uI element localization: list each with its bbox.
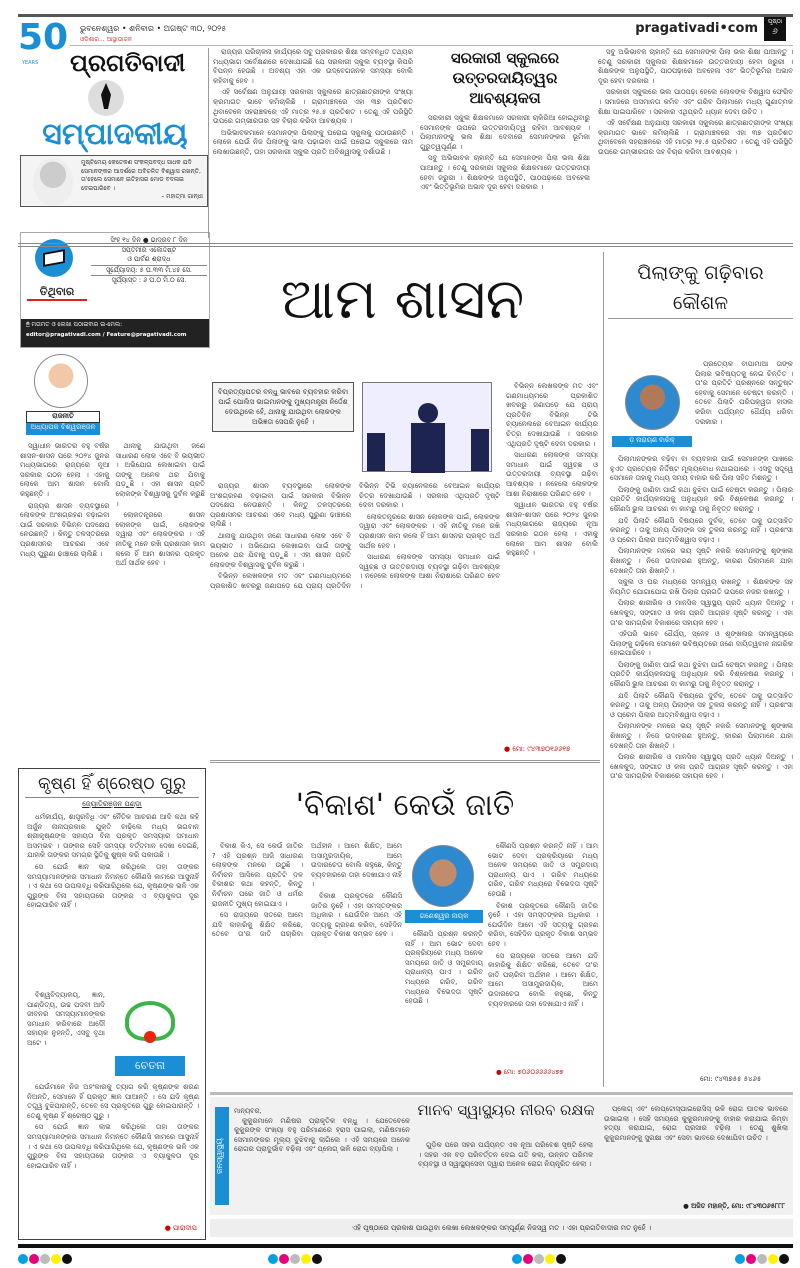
site-url[interactable]: pragativadi•com	[635, 21, 758, 36]
parenting-author-photo	[625, 375, 680, 430]
podium-illustration	[362, 382, 492, 472]
pen-nib-icon	[88, 80, 124, 116]
editorial-section-title: ସମ୍ପାଦକୀୟ	[42, 117, 188, 152]
color-registration-marks	[18, 1249, 73, 1268]
opinion-dateline: ● ମୋ: ୯୪୩୭୦୧୬୬୧୭	[504, 745, 571, 753]
parenting-headline: ପିଲାଙ୍କୁ ଗଢ଼ିବାର କୌଶଳ	[608, 258, 793, 319]
section-double-rule	[18, 243, 793, 247]
opinion-headline: ଆମ ଶାସନ	[280, 267, 525, 332]
color-registration-marks	[735, 1249, 790, 1268]
top-rule	[18, 14, 793, 17]
opinion-author: ଅଧ୍ୟାପକ ବିଶ୍ୱରଞ୍ଜନ	[26, 423, 100, 435]
opinion-body-mid: ରାଜ୍ୟର ଶାସନ ବ୍ୟବସ୍ଥାରେ ଲୋକଙ୍କ ଅଂଶଗ୍ରହଣ ବଢ଼ାଇବା ପାଇଁ ସରକାର ବିଭିନ୍ନ ପଦକ୍ଷେପ ନେଉଛନ୍ତି । କିନ୍ତୁ ତଳସ୍ତରରେ ପ୍ରଶାସନର ଆଚରଣ ଏବେ ମଧ୍ୟ ପୁରୁଣା ଢାଞ୍ଚାରେ ଚାଲିଛି । ଥାନାକୁ ଯାଉଥିବା ଜଣେ ସାଧାରଣ ଲୋକ ଏବେ ବି ଭୟଭୀତ । ଅଭିଯୋଗ ଲେଖାଇବା ପାଇଁ ତାଙ୍କୁ ଅନେକ ଥର ଯିବାକୁ ପଡ଼ୁଛି । ଏହା ଶାସନ ପ୍ରତି ଲୋକଙ୍କ ବିଶ୍ୱାସକୁ ଦୁର୍ବଳ କରୁଛି । ବିଭିନ୍ନ ଲେଖକଙ୍କ ମତ ଏବଂ ଗଣମାଧ୍ୟମରେ ପ୍ରକାଶିତ ଖବରରୁ ଜଣାପଡ଼େ ଯେ ପ୍ରାୟ ପ୍ରତିଦିନ ବିଭିନ୍ନ ଟିଭି ଚ୍ୟାନେଲରେ ବେଆଇନ କାର୍ଯ୍ୟର ଚିତ୍ର ଦେଖାଯାଉଛି । ସରକାର ଏଥିପ୍ରତି ଦୃଷ୍ଟି ଦେବା ଦରକାର । ଲୋକତନ୍ତ୍ରରେ ଶାସନ ଲୋକଙ୍କ ପାଇଁ, ଲୋକଙ୍କ ଦ୍ୱାରା ଏବଂ ଲୋକଙ୍କର । ଏହି ନୀତିକୁ ମନେ ରଖି ପ୍ରଶାସନ କାମ କଲେ ହିଁ ଆମ ଶାସନର ପ୍ରକୃତ ଅର୍ଥ ସାର୍ଥକ ହେବ । ସାଧାରଣ ଲୋକଙ୍କ ସମସ୍ୟା ସମାଧାନ ପାଇଁ ସ୍ୱଚ୍ଛ ଓ ଉତ୍ତରଦାୟୀ ବ୍ୟବସ୍ଥା ଗଢ଼ିବା ଆବଶ୍ୟକ । ନହେଲେ ଲୋକଙ୍କ ଆଶା ନିରାଶାରେ ପରିଣତ ହେବ ।	[210, 482, 500, 590]
tagline: ଓଡ଼ିଶାର... ଆସ୍ଥାଭାଜନ	[80, 36, 132, 43]
divider	[603, 252, 604, 1087]
bikash-author: ଗଣେଶ୍ୱର ନାୟକ	[405, 910, 483, 923]
divider	[210, 1092, 793, 1095]
bikash-author-photo	[412, 845, 474, 907]
health-author: ● ଅଜିତ ମହାନ୍ତି, ମୋ: ୯୮୪୩୦୬୫୮୮୮	[683, 1202, 785, 1210]
bottom-rule	[18, 1244, 793, 1248]
editorial-col-1: ରାଜ୍ୟର ପରିଚାଳନା କାର୍ଯ୍ୟରେ ସବୁ ପ୍ରକାରର ଶିକ୍ଷା ସମ୍ବନ୍ଧିତ ତଥ୍ୟର ମଧ୍ୟଭାଗ ସର୍ବେକ୍ଷଣରେ ଦେଖାଯାଇଛି ଯେ ସରକାରୀ ସ୍କୁଲ ବ୍ୟବସ୍ଥା କିପରି ବିପନ୍ନ ହେଉଛି । ଅବଶ୍ୟ ଏହା ଏକ ଉଦ୍ବେଗଜନକ ସମସ୍ୟା ବୋଲି କହିବାକୁ ହେବ । ଏହି ସର୍ବେକ୍ଷଣ ଅନୁଯାୟୀ ସରକାରୀ ସ୍କୁଲରେ ଛାତ୍ରଛାତ୍ରୀଙ୍କ ସଂଖ୍ୟା କ୍ରମାଗତ ଭାବେ କମିଚାଲିଛି । ଗ୍ରାମାଞ୍ଚଳରେ ଏହା ୩୭ ପ୍ରତିଶତ ଥିବାବେଳେ ସହରାଞ୍ଚଳରେ ଏହି ମାତ୍ର ୨୫.୫ ପ୍ରତିଶତ । ତେଣୁ ଏହି ପରିସ୍ଥିତି ଉପରେ ଗମ୍ଭୀରତାର ସହ ବିଚାର କରିବା ଆବଶ୍ୟକ । ଅଭିଭାବକମାନେ ସେମାନଙ୍କ ପିଲାଙ୍କୁ ଘରୋଇ ସ୍କୁଲକୁ ପଠାଉଛନ୍ତି । ଲୋକେ ଯେଉଁ ନିଜ ପିଲାଙ୍କୁ ଭଲ ପଢ଼ାଇବା ପାଇଁ ଘରୋଇ ସ୍କୁଲରେ ନାମ ଲେଖାଉଛନ୍ତି, ତାହା ସରକାରୀ ସ୍କୁଲ ପ୍ରତି ଅବିଶ୍ୱାସକୁ ଦର୍ଶାଉଛି ।	[213, 48, 413, 156]
editorial-headline: ସରକାରୀ ସ୍କୁଲରେ ଉତ୍ତରଦାୟିତ୍ୱର ଆବଶ୍ୟକତା	[450, 49, 560, 107]
editorial-col-2: ସରକାରୀ ସ୍କୁଲ ଶିକ୍ଷକମାନେ ସରକାରୀ ଚାକିରିଆ ହୋଇଥିବାରୁ ସେମାନଙ୍କ ଉପରେ ଉତ୍ତରଦାୟିତ୍ୱ ରହିବା ଆବଶ୍ୟକ । ପିଲାମାନଙ୍କୁ ଭଲ ଶିକ୍ଷା ଦେବାରେ ସେମାନଙ୍କର ଭୂମିକା ଗୁରୁତ୍ୱପୂର୍ଣ୍ଣ । ସବୁ ଅଭିଭାବକ ଚାହାନ୍ତି ଯେ ସେମାନଙ୍କ ପିଲା ଭଲ ଶିକ୍ଷା ପାଆନ୍ତୁ । ତେଣୁ ସରକାରୀ ସ୍କୁଲର ଶିକ୍ଷକମାନେ ଉତ୍ତରଦାୟୀ ହେବା ଜରୁରୀ । ଶିକ୍ଷକଙ୍କ ଅନୁପସ୍ଥିତି, ପାଠପଢ଼ାରେ ଅବହେଳା ଏବଂ ଭିତ୍ତିଭୂମିର ଅଭାବ ଦୂର ହେବା ଦରକାର ।	[420, 114, 590, 192]
mouse-icon: 🖱	[26, 321, 32, 328]
author-photo	[34, 354, 88, 408]
tithi-box: ତିଥିବାର ସିଂହ ୧୪ ଦିନ ● ଭାଦ୍ରବ ୮ ଦିନ ସପ୍ତମୀର ଏକୋଦ୍ଦିଷ୍ଟ ଓ ପାର୍ବଣ ଶ୍ରାଦ୍ଧ ସୂର୍ଯ୍ୟୋଦୟ: ୫ ଘ.୩୩ ମି.୪୫ ସେ. ସୂର୍ଯ୍ୟାସ୍ତ : ୬ ଘ.୦ ମି.୦ ସେ. 🖱 ମତାମତ ଓ ଲେଖା ପଠାଇବାର ଇ-ମେଲ: editor@pragativadi.com / Feature@pragativadi.com	[20, 232, 210, 348]
divider	[210, 760, 600, 763]
masthead-title: ପ୍ରଗତିବାଦୀ	[70, 49, 186, 77]
editorial-col-3: ସବୁ ଅଭିଭାବକ ଚାହାନ୍ତି ଯେ ସେମାନଙ୍କ ପିଲା ଭଲ ଶିକ୍ଷା ପାଆନ୍ତୁ । ତେଣୁ ସରକାରୀ ସ୍କୁଲର ଶିକ୍ଷକମାନେ ଉତ୍ତରଦାୟୀ ହେବା ଜରୁରୀ । ଶିକ୍ଷକଙ୍କ ଅନୁପସ୍ଥିତି, ପାଠପଢ଼ାରେ ଅବହେଳା ଏବଂ ଭିତ୍ତିଭୂମିର ଅଭାବ ଦୂର ହେବା ଦରକାର । ସରକାରୀ ସ୍କୁଲରେ ଭଲ ପାଠପଢ଼ା ହେଲେ ଲୋକଙ୍କ ବିଶ୍ୱାସ ଫେରିବ । ସମାଜରେ ଅସମାନତା କମିବ ଏବଂ ଗରିବ ପିଲାମାନେ ମଧ୍ୟ ଗୁଣାତ୍ମକ ଶିକ୍ଷା ପାଇପାରିବେ । ସରକାର ଏଥିପ୍ରତି ଧ୍ୟାନ ଦେବା ଉଚିତ । ଏହି ସର୍ବେକ୍ଷଣ ଅନୁଯାୟୀ ସରକାରୀ ସ୍କୁଲରେ ଛାତ୍ରଛାତ୍ରୀଙ୍କ ସଂଖ୍ୟା କ୍ରମାଗତ ଭାବେ କମିଚାଲିଛି । ଗ୍ରାମାଞ୍ଚଳରେ ଏହା ୩୭ ପ୍ରତିଶତ ଥିବାବେଳେ ସହରାଞ୍ଚଳରେ ଏହି ମାତ୍ର ୨୫.୫ ପ୍ରତିଶତ । ତେଣୁ ଏହି ପରିସ୍ଥିତି ଉପରେ ଗମ୍ଭୀରତାର ସହ ବିଚାର କରିବା ଆବଶ୍ୟକ ।	[598, 48, 793, 156]
parenting-author: ଡ଼ ନାରାୟଣ ବାରିକ୍	[612, 436, 692, 447]
health-side-label: ଜନସ୍ୱାସ୍ଥ୍ୟ	[215, 1107, 229, 1205]
color-registration-marks	[512, 1249, 567, 1268]
gandhi-portrait	[33, 158, 73, 206]
health-box: ଜନସ୍ୱାସ୍ଥ୍ୟ ମାନ୍ୟବର, କୁକୁରମାନେ ମଣିଷର ପ୍ରାକୃତିକ ବନ୍ଧୁ । ଯେତେବେଳେ କୁକୁରଙ୍କ ସଂଖ୍ୟା ବହୁ ପରିମାଣରେ ହ୍ରାସ ପାଇଲା, ମଣିଷମାନେ ସେମାନଙ୍କର ମୂଲ୍ୟ ବୁଝିବାକୁ ଲାଗିଲେ । ଏହି ସମୟରେ ଅନେକ ରୋଗର ପ୍ରାଦୁର୍ଭାବ ବଢ଼ିଲା ଏବଂ ପ୍ଲେଗ୍ ଭଳି ରୋଗ ବ୍ୟାପିଲା । ମାନବ ସ୍ୱାସ୍ଥ୍ୟର ନୀରବ ରକ୍ଷକ ଗୁଡ଼ିକ ପରେ ସହର ପର୍ଯ୍ୟନ୍ତ ଏକ ନୂଆ ପରିବେଶ ସୃଷ୍ଟି ହେଲା । ସହର ଏକ ବଡ଼ ପରିବର୍ତ୍ତନ ଦେଇ ଗତି କଲା, ଉନ୍ନତ ପରିମଳ ବ୍ୟବସ୍ଥା ଓ ସ୍ୱାସ୍ଥ୍ୟସେବା ଦ୍ୱାରା ଅନେକ ରୋଗ ନିୟନ୍ତ୍ରିତ ହେଲା । ପ୍ଲେଗ୍ ଏବଂ ଲେପ୍ଟୋସ୍ପାଇରୋସିସ୍ ଭଳି ରୋଗ ଘାତକ ଭାବରେ ଉଭାଇଲା । ସେହି ସମୟରେ କୁକୁରମାନଙ୍କୁ ବାହାର କରାଯାଇ କିମ୍ବା ହତ୍ୟା କରାଯାଇ, ରୋଗ ପ୍ରସାର ବଢ଼ିଲା । ତେଣୁ ଶୁଖିଲା କୁକୁରମାନଙ୍କୁ ସୁରକ୍ଷା ଏବଂ ସେବା ଭାବରେ ଦେଖାଯିବା ଉଚିତ । ● ଅଜିତ ମହାନ୍ତି, ମୋ: ୯୮୪୩୦୬୫୮୮୮	[210, 1097, 793, 1215]
chetana-headline: କୃଷ୍ଣ ହିଁ ଶ୍ରେଷ୍ଠ ଗୁରୁ	[25, 771, 199, 798]
bikash-dateline: ● ମୋ: ୭୦୬୦୬୬୬୬୪୭୭	[496, 1068, 564, 1076]
dateline: ଭୁବନେଶ୍ୱର • ଶନିବାର • ଅଗଷ୍ଟ ୩୦, ୨୦୨୫	[80, 24, 227, 33]
chetana-box: କୃଷ୍ଣ ହିଁ ଶ୍ରେଷ୍ଠ ଗୁରୁ ଜ୍ୟୋତିରଞ୍ଜନ ପଣ୍ଡା ଧର୍ମକାର୍ଯ୍ୟ, ଶାସ୍ତ୍ରବିଧି ଏବଂ ନୈତିକ ଆଚରଣ ଆଦି କଥା କହି ଅର୍ଜୁନ ନାନାପ୍ରକାର ଯୁକ୍ତି ବାଢ଼ିଲେ ମଧ୍ୟ ଭଗବାନ ଶ୍ରୀକୃଷ୍ଣଙ୍କ ସହାୟତା ବିନା ପ୍ରକୃତ ସମସ୍ୟାର ସମାଧାନ ଅସମ୍ଭବ । ତାଙ୍କର ସେହି ସମସ୍ୟା ବର୍ତ୍ତମାନ ଦେଖା ଦେଇଛି, ଯାହାକି ତାଙ୍କର ସମଗ୍ର ସ୍ଥିତିକୁ ଶୁଷ୍କ କରି ପକାଉଛି । ସେ ଯେଉଁ ଜ୍ଞାନ ଲାଭ କରିଥିଲେ ତାହା ତାଙ୍କର ସମସ୍ୟାମାନଙ୍କର ସମାଧାନ ନିମନ୍ତେ କୌଣସି କାମରେ ଆସୁନାହିଁ । ଏ କଥା ସେ ଉପଲବ୍ଧି କରିପାରିଥିଲେ ଯେ, କୃଷ୍ଣଙ୍କ ଭଳି ଏକ ଗୁରୁଙ୍କ ବିନା ସହାୟତାରେ ତାଙ୍କର ଏ ବ୍ୟାକୁଳତା ଦୂର ହୋଇପାରିବ ନାହିଁ । ବିଶ୍ୱବିଦ୍ୟାଳୟ, ଜ୍ଞାନ, ପାଣ୍ଡିତ୍ୟ, ଉଚ୍ଚ ପଦବୀ ଆଦି ଜୀବନର ସମସ୍ୟାମାନଙ୍କର ସମାଧାନ କରିବାରେ ଆଦୌ ସହାୟକ ନୁହନ୍ତି, ଏସବୁ ବୃଥା ଅଟେ । ଚେତନା ଯେଉଁମାନେ ନିଜ ଅହଂକାରକୁ ତ୍ୟାଗ କରି କୃଷ୍ଣଙ୍କ ଶରଣ ନିଅନ୍ତି, ସେମାନେ ହିଁ ପ୍ରକୃତ ଜ୍ଞାନ ପାଆନ୍ତି । ସେ ଯଦି କୃଷ୍ଣ ତତ୍ତ୍ୱ ବୁଝିପାରନ୍ତି, ତେବେ ସେ ପ୍ରକୃତରେ ଗୁରୁ ହୋଇପାରନ୍ତି । ତେଣୁ କୃଷ୍ଣ ହିଁ ଶ୍ରେଷ୍ଠ ଗୁରୁ । ସେ ଯେଉଁ ଜ୍ଞାନ ଲାଭ କରିଥିଲେ ତାହା ତାଙ୍କର ସମସ୍ୟାମାନଙ୍କର ସମାଧାନ ନିମନ୍ତେ କୌଣସି କାମରେ ଆସୁନାହିଁ । ଏ କଥା ସେ ଉପଲବ୍ଧି କରିପାରିଥିଲେ ଯେ, କୃଷ୍ଣଙ୍କ ଭଳି ଏକ ଗୁରୁଙ୍କ ବିନା ସହାୟତାରେ ତାଙ୍କର ଏ ବ୍ୟାକୁଳତା ଦୂର ହୋଇପାରିବ ନାହିଁ । ● ପାରାଦୀପ	[18, 768, 206, 1240]
bikash-body-left: ବିକାଶ କିଏ, ସେ କେଉଁ ଜାତିର ? ଏହି ପ୍ରଶ୍ନ ଆଜି ସାଧାରଣ ଲୋକଙ୍କ ମନରେ ଉଠୁଛି । ନିର୍ବାଚନ ଆସିଲେ ପ୍ରତିଟି ଦଳ ବିକାଶର କଥା କହନ୍ତି, କିନ୍ତୁ ନିର୍ବାଚନ ପରେ ଜାତି ଓ ଧର୍ମର ରାଜନୀତି ମୁଖ୍ୟ ହୋଇଯାଏ । ସେ ରାଜ୍ୟରେ ସତରେ ଆମେ ଯଦି କାହାରିକୁ ଶିକ୍ଷିତ କରିଛେ, ତେବେ ତା'ର ଜାତି ପଚାରିବା ଅର୍ଥହୀନ । ଆମେ ଶିକ୍ଷିତ, ଆମେ ଅସାମ୍ପ୍ରଦାୟିକ, ଆମେ ଉଦାରଚେତା ବୋଲି କହୁଛେ, କିନ୍ତୁ ବ୍ୟବହାରରେ ତାହା ଦେଖାଯାଏ ନାହିଁ । ବିକାଶ ପ୍ରକୃତରେ କୌଣସି ଜାତିର ନୁହେଁ । ଏହା ସମସ୍ତଙ୍କର ଅଧିକାର । ଯେଉଁଦିନ ଆମେ ଏହି ସତ୍ୟକୁ ଗ୍ରହଣ କରିବା, ସେହିଦିନ ପ୍ରକୃତ ବିକାଶ ସମ୍ଭବ ହେବ ।	[212, 842, 402, 939]
color-registration-marks	[268, 1249, 323, 1268]
bikash-headline: 'ବିକାଶ' କେଉଁ ଜାତି	[295, 788, 515, 823]
pull-quote: ବିପ୍ରତ୍ୟାପତର ବନ୍ଧୁ ଭାବରେ ବ୍ୟବହାର କରିବା ପାଇଁ ପୋଲିସ ଭାଇମାନଙ୍କୁ ମୁଖ୍ୟମନ୍ତ୍ରୀ ନିର୍ଦ୍ଦେଶ ଦେଉଥିଲେ ହେଁ, ଥାନାକୁ ଯାଉଥିବା ଲୋକଙ୍କ ଅଭିଜ୍ଞତା ସେପରି ନୁହେଁ ।	[212, 382, 354, 432]
bikash-body-right: କୌଣସି ପ୍ରଶ୍ନ କରନ୍ତି ନାହିଁ । ଆମ ଭୋଟ ଦେବା ପ୍ରକ୍ରିୟାରେ ମଧ୍ୟ ଅନେକ ସମୟରେ ଜାତି ଓ ସମ୍ପ୍ରଦାୟ ପ୍ରାଧାନ୍ୟ ପାଏ । ଗରିବ ମଧ୍ୟରେ ଗରିବ, ଗରିବ ମଧ୍ୟରେ ବିଭେଦତା ସୃଷ୍ଟି ହେଉଛି । ବିକାଶ ପ୍ରକୃତରେ କୌଣସି ଜାତିର ନୁହେଁ । ଏହା ସମସ୍ତଙ୍କର ଅଧିକାର । ଯେଉଁଦିନ ଆମେ ଏହି ସତ୍ୟକୁ ଗ୍ରହଣ କରିବା, ସେହିଦିନ ପ୍ରକୃତ ବିକାଶ ସମ୍ଭବ ହେବ । ସେ ରାଜ୍ୟରେ ସତରେ ଆମେ ଯଦି କାହାରିକୁ ଶିକ୍ଷିତ କରିଛେ, ତେବେ ତା'ର ଜାତି ପଚାରିବା ଅର୍ଥହୀନ । ଆମେ ଶିକ୍ଷିତ, ଆମେ ଅସାମ୍ପ୍ରଦାୟିକ, ଆମେ ଉଦାରଚେତା ବୋଲି କହୁଛେ, କିନ୍ତୁ ବ୍ୟବହାରରେ ତାହା ଦେଖାଯାଏ ନାହିଁ ।	[488, 842, 598, 1008]
disclaimer: ଏହି ପୃଷ୍ଠାରେ ପ୍ରକାଶ ପାଉଥିବା ଲେଖା ଲେଖକଙ୍କର ସମ୍ପୂର୍ଣ୍ଣ ନିଜସ୍ୱ ମତ । ଏହା ପ୍ରଗତିବାଦୀର ମତ ନୁହେଁ ।	[210, 1219, 793, 1237]
opinion-body-left: ସ୍ୱାଧୀନ ଭାରତର ବହୁ ବର୍ଷର ଶାସନ-ଶାସନ ପରେ ୨୦୨୪ ଜୁନର ମଧ୍ୟଭାଗରେ ରାଜ୍ୟରେ ନୂଆ ସରକାର ଗଠନ ହେଲା । ଏହାକୁ ଲୋକେ ଆମ ଶାସନ ବୋଲି କହୁଛନ୍ତି । ରାଜ୍ୟର ଶାସନ ବ୍ୟବସ୍ଥାରେ ଲୋକଙ୍କ ଅଂଶଗ୍ରହଣ ବଢ଼ାଇବା ପାଇଁ ସରକାର ବିଭିନ୍ନ ପଦକ୍ଷେପ ନେଉଛନ୍ତି । କିନ୍ତୁ ତଳସ୍ତରରେ ପ୍ରଶାସନର ଆଚରଣ ଏବେ ମଧ୍ୟ ପୁରୁଣା ଢାଞ୍ଚାରେ ଚାଲିଛି । ଥାନାକୁ ଯାଉଥିବା ଜଣେ ସାଧାରଣ ଲୋକ ଏବେ ବି ଭୟଭୀତ । ଅଭିଯୋଗ ଲେଖାଇବା ପାଇଁ ତାଙ୍କୁ ଅନେକ ଥର ଯିବାକୁ ପଡ଼ୁଛି । ଏହା ଶାସନ ପ୍ରତି ଲୋକଙ୍କ ବିଶ୍ୱାସକୁ ଦୁର୍ବଳ କରୁଛି । ଲୋକତନ୍ତ୍ରରେ ଶାସନ ଲୋକଙ୍କ ପାଇଁ, ଲୋକଙ୍କ ଦ୍ୱାରା ଏବଂ ଲୋକଙ୍କର । ଏହି ନୀତିକୁ ମନେ ରଖି ପ୍ରଶାସନ କାମ କଲେ ହିଁ ଆମ ଶାସନର ପ୍ରକୃତ ଅର୍ଥ ସାର୍ଥକ ହେବ ।	[20, 442, 205, 568]
lotus-logo	[115, 991, 185, 1053]
quote-box: ମୁଷ୍ଟିମେୟ କେତେକଣ ସଂକଳ୍ପବଦ୍ଧ ସାଧକ ଯଦି ସେମାନଙ୍କର ଆଦର୍ଶରେ ଅବିଚଳିତ ବିଶ୍ୱାସ ରଖନ୍ତି, ତା'ହେଲେ ସେମାନେ ଇତିହାସର ମୋଡ ବଦଳାଇ ଦେଇପାରିବେ । – ମହାତ୍ମା ଗାନ୍ଧୀ	[20, 155, 208, 207]
page-number-box: ପୃଷ୍ଠା ୬	[764, 17, 786, 41]
parenting-body: ପିଲାମାନଙ୍କର ବଢ଼ିବା ବା ବ୍ୟବହାର ପାଇଁ ସେମାନଙ୍କ ପାଖରେ ହୁଏତ ପ୍ରତ୍ୟେକ ନିର୍ଦ୍ଦିଷ୍ଟ ମୂଲ୍ୟବୋଧ ନଥାଇପାରେ । ଏସବୁ ସତ୍ତ୍ୱେ ସେମାନେ ତାହାକୁ ମଧ୍ୟ ସମୟ ବାହାର କରି ପିଲା ସହିତ ମିଶନ୍ତୁ । ପିଲାଙ୍କୁ ଜାଣିବା ପାଇଁ କଥା ବୁଝିବା ପାଇଁ ଚେଷ୍ଟା କରନ୍ତୁ । ପିଲାର ପ୍ରତିଟି କାର୍ଯ୍ୟକଳାପକୁ ଅନୁଧ୍ୟାନ କରି ବିଶ୍ଳେଷଣ କରନ୍ତୁ । କୌଣସି ଭୁଲ ଆଚରଣ ବା କାମରୁ ତାକୁ ନିବୃତ୍ତ କରାନ୍ତୁ । ଯଦି ପିଲାଟି କୌଣସି ବିଷୟରେ ଦୁର୍ବଳ, ତେବେ ତାକୁ ଉତ୍ସାହିତ କରନ୍ତୁ । ତାକୁ ଅନ୍ୟ ପିଲାଙ୍କ ସହ ତୁଳନା କରନ୍ତୁ ନାହିଁ । ପ୍ରଶଂସା ଓ ପ୍ରେମ ପିଲାର ଆତ୍ମବିଶ୍ୱାସ ବଢ଼ାଏ । ପିଲାମାନଙ୍କ ମନରେ ଭୟ ସୃଷ୍ଟି ନକରି ସେମାନଙ୍କୁ ଶୃଙ୍ଖଳା ଶିଖାନ୍ତୁ । ନିଜେ ଉଦାହରଣ ହୁଅନ୍ତୁ, କାରଣ ପିଲାମାନେ ଯାହା ଦେଖନ୍ତି ତାହା ଶିଖନ୍ତି । ସ୍କୁଲ ଓ ଘର ମଧ୍ୟରେ ସମନ୍ୱୟ ରଖନ୍ତୁ । ଶିକ୍ଷକଙ୍କ ସହ ନିୟମିତ ଯୋଗାଯୋଗ ରଖି ପିଲାର ପ୍ରଗତି ଉପରେ ନଜର ରଖନ୍ତୁ । ପିଲାର ଶାରୀରିକ ଓ ମାନସିକ ସ୍ୱାସ୍ଥ୍ୟ ପ୍ରତି ଧ୍ୟାନ ଦିଅନ୍ତୁ । ଖେଳକୁଦ, ସଙ୍ଗୀତ ଓ କଳା ପ୍ରତି ଆଗ୍ରହ ସୃଷ୍ଟି କରନ୍ତୁ । ଏହା ତା'ର ସାମଗ୍ରିକ ବିକାଶରେ ସହାୟକ ହେବ । ଏହିପରି ଭାବେ ଧୈର୍ଯ୍ୟ, ସ୍ନେହ ଓ ଶୃଙ୍ଖଳାର ସମନ୍ୱୟରେ ପିଲାଙ୍କୁ ଗଢ଼ିଲେ ସେମାନେ ଭବିଷ୍ୟତରେ ଜଣେ ଦାୟିତ୍ୱବାନ ନାଗରିକ ହୋଇପାରିବେ । ପିଲାଙ୍କୁ ଜାଣିବା ପାଇଁ କଥା ବୁଝିବା ପାଇଁ ଚେଷ୍ଟା କରନ୍ତୁ । ପିଲାର ପ୍ରତିଟି କାର୍ଯ୍ୟକଳାପକୁ ଅନୁଧ୍ୟାନ କରି ବିଶ୍ଳେଷଣ କରନ୍ତୁ । କୌଣସି ଭୁଲ ଆଚରଣ ବା କାମରୁ ତାକୁ ନିବୃତ୍ତ କରାନ୍ତୁ । ଯଦି ପିଲାଟି କୌଣସି ବିଷୟରେ ଦୁର୍ବଳ, ତେବେ ତାକୁ ଉତ୍ସାହିତ କରନ୍ତୁ । ତାକୁ ଅନ୍ୟ ପିଲାଙ୍କ ସହ ତୁଳନା କରନ୍ତୁ ନାହିଁ । ପ୍ରଶଂସା ଓ ପ୍ରେମ ପିଲାର ଆତ୍ମବିଶ୍ୱାସ ବଢ଼ାଏ । ପିଲାମାନଙ୍କ ମନରେ ଭୟ ସୃଷ୍ଟି ନକରି ସେମାନଙ୍କୁ ଶୃଙ୍ଖଳା ଶିଖାନ୍ତୁ । ନିଜେ ଉଦାହରଣ ହୁଅନ୍ତୁ, କାରଣ ପିଲାମାନେ ଯାହା ଦେଖନ୍ତି ତାହା ଶିଖନ୍ତି । ପିଲାର ଶାରୀରିକ ଓ ମାନସିକ ସ୍ୱାସ୍ଥ୍ୟ ପ୍ରତି ଧ୍ୟାନ ଦିଅନ୍ତୁ । ଖେଳକୁଦ, ସଙ୍ଗୀତ ଓ କଳା ପ୍ରତି ଆଗ୍ରହ ସୃଷ୍ଟି କରନ୍ତୁ । ଏହା ତା'ର ସାମଗ୍ରିକ ବିକାଶରେ ସହାୟକ ହେବ ।	[610, 455, 793, 781]
opinion-body-right: ବିଭିନ୍ନ ଲେଖକଙ୍କ ମତ ଏବଂ ଗଣମାଧ୍ୟମରେ ପ୍ରକାଶିତ ଖବରରୁ ଜଣାପଡ଼େ ଯେ ପ୍ରାୟ ପ୍ରତିଦିନ ବିଭିନ୍ନ ଟିଭି ଚ୍ୟାନେଲରେ ବେଆଇନ କାର୍ଯ୍ୟର ଚିତ୍ର ଦେଖାଯାଉଛି । ସରକାର ଏଥିପ୍ରତି ଦୃଷ୍ଟି ଦେବା ଦରକାର । ସାଧାରଣ ଲୋକଙ୍କ ସମସ୍ୟା ସମାଧାନ ପାଇଁ ସ୍ୱଚ୍ଛ ଓ ଉତ୍ତରଦାୟୀ ବ୍ୟବସ୍ଥା ଗଢ଼ିବା ଆବଶ୍ୟକ । ନହେଲେ ଲୋକଙ୍କ ଆଶା ନିରାଶାରେ ପରିଣତ ହେବ । ସ୍ୱାଧୀନ ଭାରତର ବହୁ ବର୍ଷର ଶାସନ-ଶାସନ ପରେ ୨୦୨୪ ଜୁନର ମଧ୍ୟଭାଗରେ ରାଜ୍ୟରେ ନୂଆ ସରକାର ଗଠନ ହେଲା । ଏହାକୁ ଲୋକେ ଆମ ଶାସନ ବୋଲି କହୁଛନ୍ତି ।	[506, 382, 598, 558]
header-rule	[70, 45, 793, 46]
divider	[208, 48, 209, 238]
health-headline: ମାନବ ସ୍ୱାସ୍ଥ୍ୟର ନୀରବ ରକ୍ଷକ	[417, 1101, 595, 1119]
chetana-logo-label: ଚେତନା	[115, 1056, 185, 1076]
parenting-dateline: ମୋ: ୯୪୩୭୫୫ ୫୪୬୫	[700, 1075, 762, 1083]
column-name: ରାଜନୀତି	[26, 411, 100, 423]
email-links[interactable]: editor@pragativadi.com / Feature@pragativadi.com	[26, 332, 187, 338]
anniversary-logo: 50 YEARS	[18, 17, 69, 66]
chetana-dateline: ● ପାରାଦୀପ	[164, 1224, 197, 1232]
chetana-author: ଜ୍ୟୋତିରଞ୍ଜନ ପଣ୍ଡା	[82, 800, 142, 808]
